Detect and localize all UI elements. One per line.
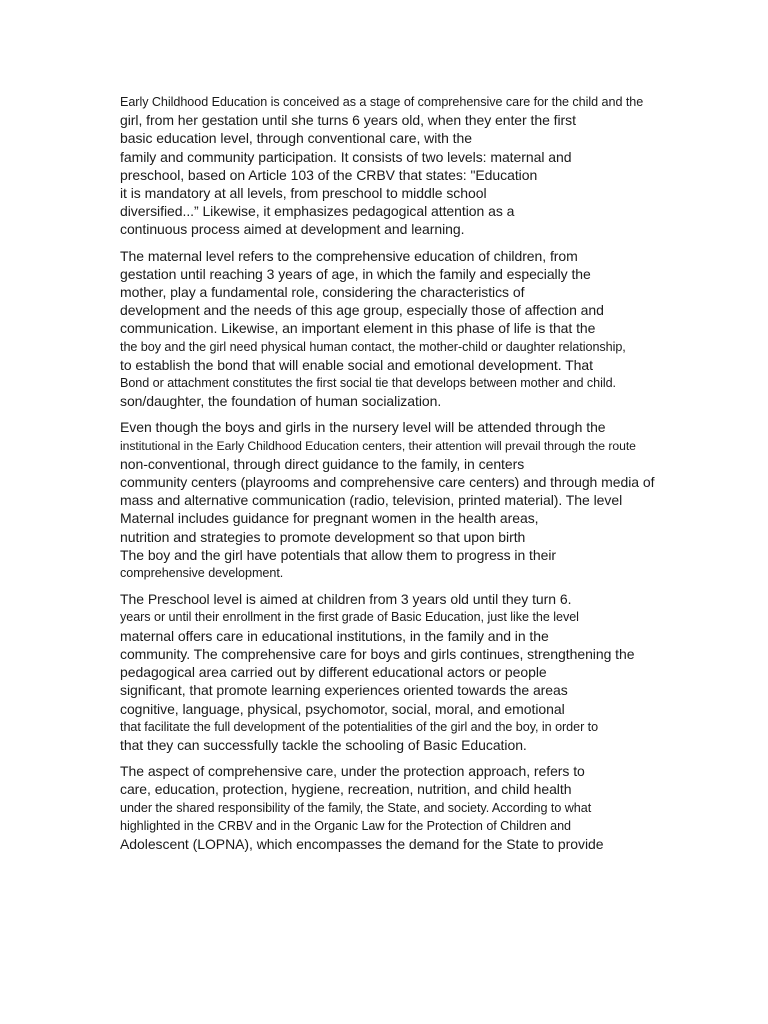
text-line: Bond or attachment constitutes the first social tie that develops between mother and child. xyxy=(120,376,616,391)
text-line: community. The comprehensive care for boys and girls continues, strengthening the xyxy=(120,645,635,662)
text-line: gestation until reaching 3 years of age, in which the family and especially the xyxy=(120,265,591,282)
text-line: significant, that promote learning experiences oriented towards the areas xyxy=(120,682,568,699)
text-line: years or until their enrollment in the first grade of Basic Education, just like the level xyxy=(120,610,579,625)
text-line: that they can successfully tackle the schooling of Basic Education. xyxy=(120,736,527,753)
text-line: institutional in the Early Childhood Education centers, their attention will prevail through the route xyxy=(120,438,636,453)
text-line: to establish the bond that will enable social and emotional development. That xyxy=(120,356,593,373)
text-line: basic education level, through conventional care, with the xyxy=(120,130,472,147)
text-line: Adolescent (LOPNA), which encompasses the demand for the State to provide xyxy=(120,835,604,852)
text-line: son/daughter, the foundation of human socialization. xyxy=(120,393,442,410)
text-line: that facilitate the full development of the potentialities of the girl and the boy, in order to xyxy=(120,719,599,734)
text-line: maternal offers care in educational institutions, in the family and in the xyxy=(120,627,549,644)
text-line: mass and alternative communication (radio, television, printed material). The level xyxy=(120,492,623,509)
paragraph-preschool-level xyxy=(120,590,720,754)
text-line: the boy and the girl need physical human contact, the mother-child or daughter relationship, xyxy=(120,339,626,354)
text-line: highlighted in the CRBV and in the Organic Law for the Protection of Children and xyxy=(120,818,571,833)
text-line: girl, from her gestation until she turns 6 years old, when they enter the first xyxy=(120,112,576,129)
text-line: Early Childhood Education is conceived as a stage of comprehensive care for the child and the xyxy=(120,95,644,109)
paragraph-nursery-attention xyxy=(120,418,720,582)
text-line: family and community participation. It consists of two levels: maternal and xyxy=(120,148,572,165)
text-line: comprehensive development. xyxy=(120,566,284,581)
text-line: The boy and the girl have potentials that allow them to progress in their xyxy=(120,546,557,563)
text-line: development and the needs of this age group, especially those of affection and xyxy=(120,302,604,319)
text-line: preschool, based on Article 103 of the CRBV that states: "Education xyxy=(120,166,538,183)
paragraph-comprehensive-care xyxy=(120,762,720,853)
text-line: under the shared responsibility of the family, the State, and society. According to what xyxy=(120,800,592,815)
text-line: Maternal includes guidance for pregnant women in the health areas, xyxy=(120,510,539,527)
text-line: it is mandatory at all levels, from preschool to middle school xyxy=(120,185,487,202)
text-line: Even though the boys and girls in the nursery level will be attended through the xyxy=(120,419,606,436)
text-line: community centers (playrooms and comprehensive care centers) and through media of xyxy=(120,474,655,491)
text-line: cognitive, language, physical, psychomotor, social, moral, and emotional xyxy=(120,700,565,717)
document-body xyxy=(120,93,720,861)
text-line: The maternal level refers to the comprehensive education of children, from xyxy=(120,247,578,264)
text-line: communication. Likewise, an important element in this phase of life is that the xyxy=(120,320,596,337)
text-line: mother, play a fundamental role, considering the characteristics of xyxy=(120,284,525,301)
text-line: pedagogical area carried out by different educational actors or people xyxy=(120,664,547,681)
text-line: non-conventional, through direct guidance to the family, in centers xyxy=(120,455,525,472)
text-line: diversified...” Likewise, it emphasizes pedagogical attention as a xyxy=(120,203,515,220)
paragraph-early-childhood-education xyxy=(120,93,720,239)
text-line: continuous process aimed at development and learning. xyxy=(120,221,465,238)
text-line: The aspect of comprehensive care, under the protection approach, refers to xyxy=(120,763,585,780)
text-line: nutrition and strategies to promote development so that upon birth xyxy=(120,528,526,545)
paragraph-maternal-level xyxy=(120,247,720,411)
text-line: care, education, protection, hygiene, recreation, nutrition, and child health xyxy=(120,781,572,798)
text-line: The Preschool level is aimed at children from 3 years old until they turn 6. xyxy=(120,591,572,608)
